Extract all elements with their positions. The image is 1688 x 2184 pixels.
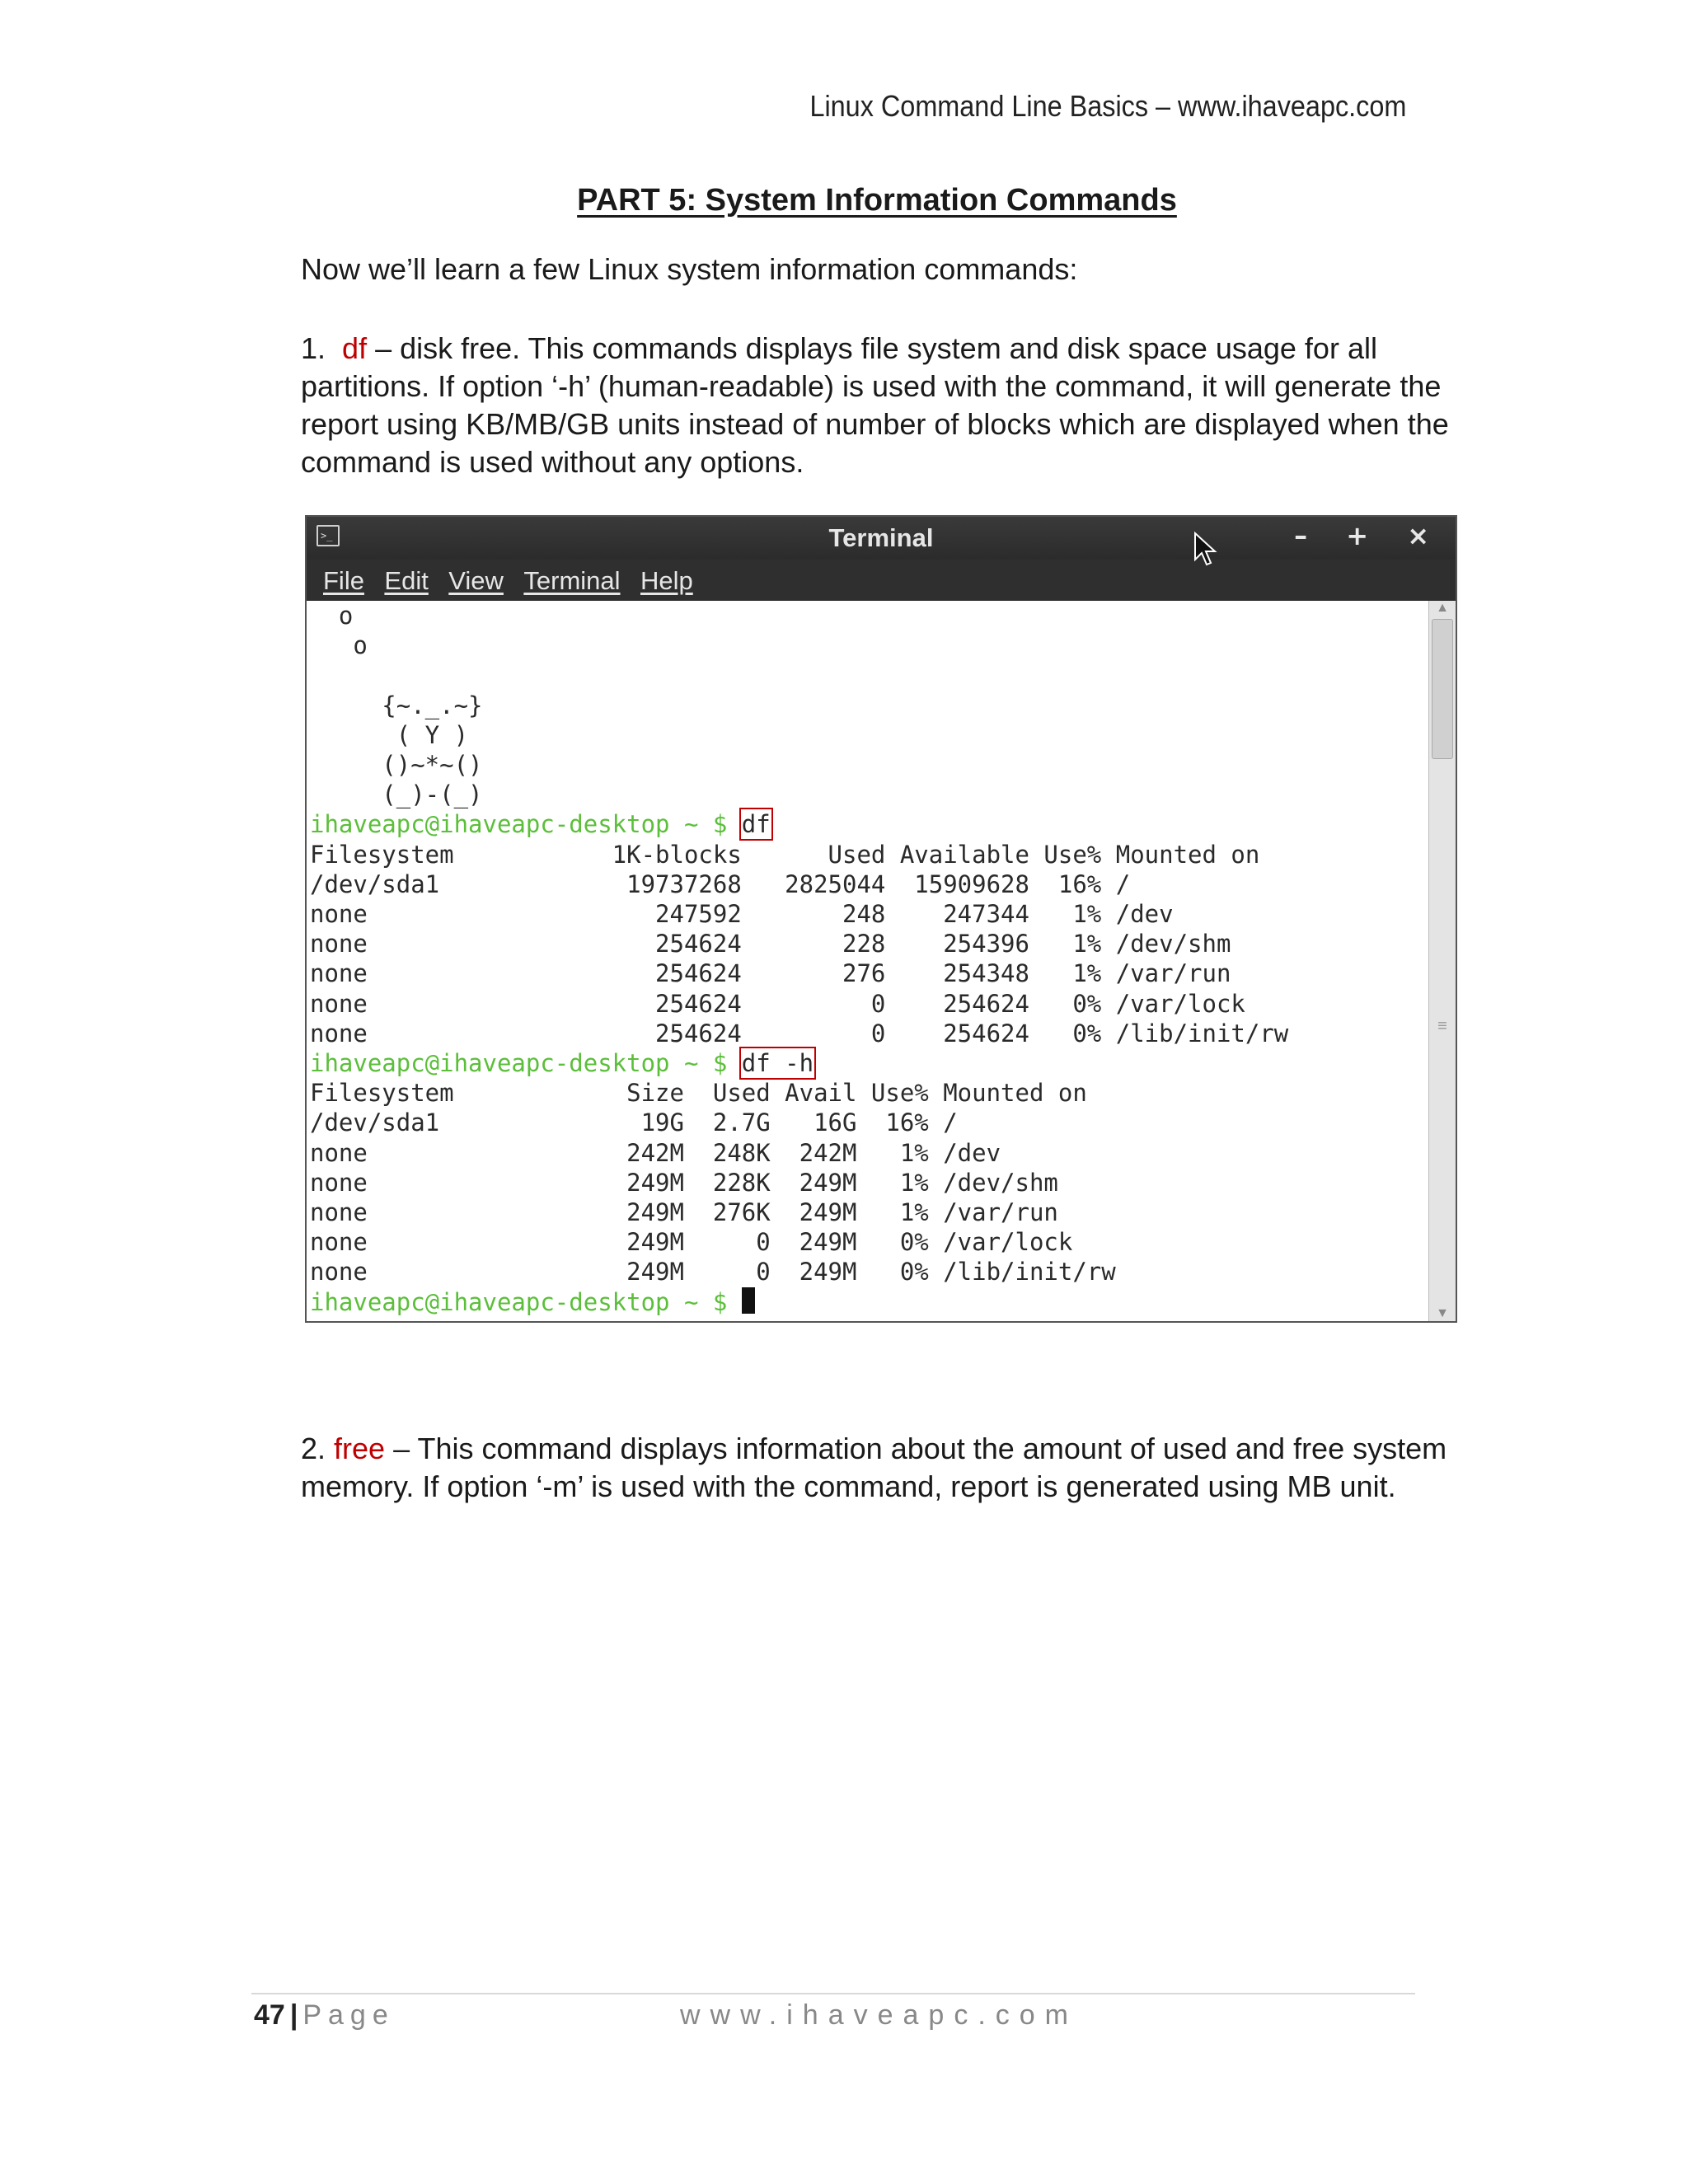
- page-number: [254, 1999, 395, 2032]
- free-paragraph: [301, 1430, 1471, 1506]
- scroll-down-icon[interactable]: ▼: [1436, 1306, 1449, 1320]
- df-command-name: df: [342, 331, 368, 365]
- command-df: df: [741, 810, 771, 839]
- terminal-window: [305, 515, 1457, 1323]
- terminal-titlebar[interactable]: [307, 517, 1456, 560]
- menu-help[interactable]: Help: [640, 566, 693, 595]
- terminal-icon: >_: [316, 525, 340, 546]
- menu-terminal[interactable]: Terminal: [523, 566, 621, 595]
- menu-edit[interactable]: Edit: [384, 566, 429, 595]
- menu-view[interactable]: View: [448, 566, 504, 595]
- page-header: Linux Command Line Basics – www.ihaveapc.com: [809, 89, 1406, 123]
- mouse-pointer-icon: [1193, 532, 1218, 568]
- terminal-title: Terminal: [828, 523, 934, 552]
- df-item-number: 1.: [301, 331, 326, 365]
- free-description: – This command displays information about the amount of used and free system memory. If option ‘-m’ is used with the command, report is generated using MB unit.: [301, 1432, 1447, 1503]
- df-paragraph: [301, 330, 1471, 481]
- scroll-grip-icon: ≡: [1437, 1017, 1447, 1035]
- prompt-2: ihaveapc@ihaveapc-desktop ~ $: [310, 1049, 728, 1078]
- df-description: – disk free. This commands displays file system and disk space usage for all partitions. If option ‘-h’ (human-readable) is used with the command, it will generate the report using KB/MB/GB units instead of number of blocks which are displayed when the command is used without any options.: [301, 331, 1449, 479]
- scroll-thumb[interactable]: [1432, 619, 1453, 759]
- page-number-value: 47: [254, 1999, 285, 2031]
- window-buttons[interactable]: – + ×: [1294, 520, 1444, 551]
- text-cursor: [742, 1287, 755, 1314]
- menu-file[interactable]: File: [323, 566, 364, 595]
- intro-paragraph: Now we’ll learn a few Linux system information commands:: [301, 252, 1078, 286]
- free-command-name: free: [334, 1432, 386, 1465]
- df-output: Filesystem 1K-blocks Used Available Use% Mounted on /dev/sda1 19737268 2825044 15909628 16% / none 247592 248 247344 1% /dev none 254624 228 254396 1% /dev/shm none 254624 276 254348 1% /var/run none 254624 0 254624 0% /var/lock none 254624 0 254624 0% /lib/init/rw: [310, 840, 1289, 1047]
- terminal-output[interactable]: [307, 601, 1429, 1321]
- page-separator: |: [289, 1999, 298, 2031]
- command-df-h: df -h: [741, 1049, 814, 1078]
- prompt-3: ihaveapc@ihaveapc-desktop ~ $: [310, 1287, 728, 1316]
- footer-divider: [251, 1993, 1415, 1994]
- scroll-up-icon[interactable]: ▲: [1436, 601, 1449, 615]
- section-title: PART 5: System Information Commands: [577, 183, 1177, 218]
- terminal-scrollbar[interactable]: [1428, 601, 1456, 1321]
- footer-url: www.ihaveapc.com: [680, 1999, 1079, 2031]
- ascii-art: o o {~._.~} ( Y ) ()~*~() (_)-(_): [338, 602, 483, 809]
- df-h-output: Filesystem Size Used Avail Use% Mounted on /dev/sda1 19G 2.7G 16G 16% / none 242M 248K 242M 1% /dev none 249M 228K 249M 1% /dev/shm none 249M 276K 249M 1% /var/run none 249M 0 249M 0% /var/lock none 249M 0 249M 0% /lib/init/rw: [310, 1079, 1116, 1286]
- free-item-number: 2.: [301, 1432, 326, 1465]
- page-word: Page: [302, 1999, 395, 2031]
- prompt-1: ihaveapc@ihaveapc-desktop ~ $: [310, 810, 728, 839]
- terminal-menubar: [307, 560, 1456, 601]
